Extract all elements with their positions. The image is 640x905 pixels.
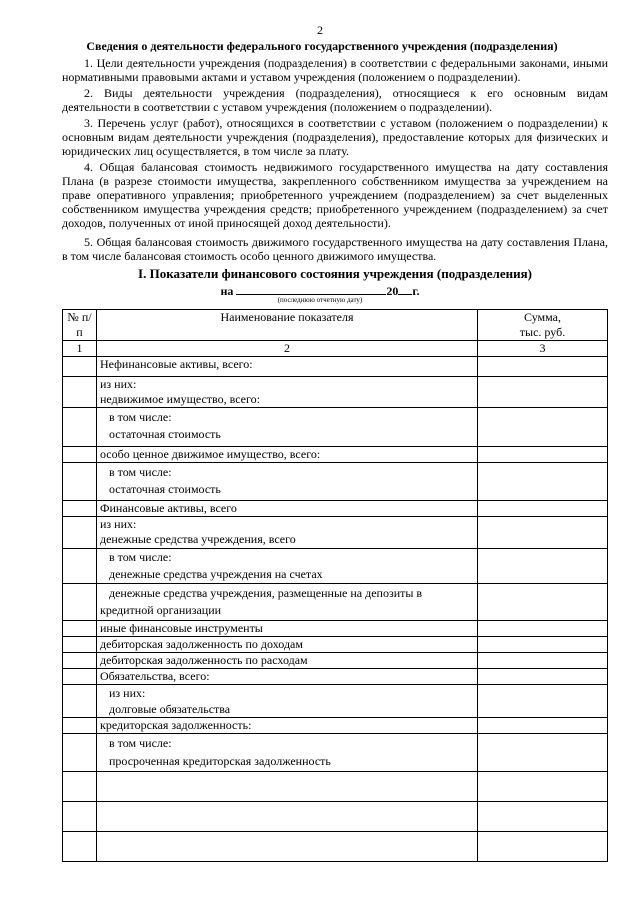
- row-label-line: долговые обязательства: [109, 702, 231, 716]
- sum-cell[interactable]: [478, 408, 608, 447]
- row-label: Обязательства, всего:: [97, 669, 478, 685]
- section-heading: Сведения о деятельности федерального государственного учреждения (подразделения): [86, 39, 558, 53]
- row-label: [97, 377, 478, 408]
- row-label: иные финансовые инструменты: [97, 621, 478, 637]
- header-sum-line1: Сумма,: [524, 310, 561, 324]
- paragraph-4: 4. Общая балансовая стоимость недвижимого государственного имущества на дату составления Плана (в разрезе стоимости имущества, закрепленного собственником имущества за учреждением на праве оперативного управления; приобретенного учреждением (подразделением) за счет выделенных собственником имущества учреждения средств; приобретенного учреждением (подразделением) за счет доходов, полученных от иной приносящей доход деятельности).: [62, 160, 608, 230]
- col-number-1: 1: [63, 341, 97, 357]
- row-label-line: из них:: [100, 377, 137, 391]
- sum-cell[interactable]: [478, 734, 608, 772]
- table-row: [63, 734, 608, 772]
- row-label-line: в том числе:: [109, 465, 172, 479]
- row-label: дебиторская задолженность по расходам: [97, 653, 478, 669]
- table-row: [63, 517, 608, 549]
- paragraph-1: 1. Цели деятельности учреждения (подразделения) в соответствии с федеральными законами, иными нормативными правовыми актами и уставом учреждения (положением о подразделении).: [62, 56, 608, 84]
- table-row: [63, 447, 608, 463]
- table-row: [63, 772, 608, 802]
- row-label: [97, 584, 478, 621]
- row-label-line: денежные средства учреждения, размещенные на депозиты в: [109, 586, 423, 600]
- date-prefix: на: [220, 284, 234, 298]
- row-label-line: в том числе:: [109, 410, 172, 424]
- sum-cell[interactable]: [478, 653, 608, 669]
- sum-cell[interactable]: [478, 517, 608, 549]
- sum-cell[interactable]: [478, 718, 608, 734]
- row-label: [97, 517, 478, 549]
- row-label: кредиторская задолженность:: [97, 718, 478, 734]
- table-row: [63, 408, 608, 447]
- row-label: [97, 549, 478, 584]
- row-label: дебиторская задолженность по доходам: [97, 637, 478, 653]
- header-number: № п/п: [63, 310, 97, 341]
- row-label: [97, 463, 478, 501]
- table-row: [63, 621, 608, 637]
- row-label: [97, 408, 478, 447]
- date-year-prefix: 20: [386, 284, 399, 298]
- table-row: [63, 501, 608, 517]
- row-label-line: денежные средства учреждения, всего: [100, 532, 296, 546]
- sum-cell[interactable]: [478, 463, 608, 501]
- table-row: [63, 637, 608, 653]
- row-label: Нефинансовые активы, всего:: [97, 357, 478, 377]
- financial-section-title: I. Показатели финансового состояния учреждения (подразделения): [138, 266, 532, 281]
- sum-cell[interactable]: [478, 802, 608, 832]
- row-label-line: денежные средства учреждения на счетах: [109, 567, 323, 581]
- sum-cell[interactable]: [478, 832, 608, 862]
- row-label-line: из них:: [100, 517, 137, 531]
- table-row: [63, 669, 608, 685]
- row-label-line: кредитной организации: [100, 603, 222, 617]
- row-label-line: в том числе:: [109, 736, 172, 750]
- row-label: особо ценное движимое имущество, всего:: [97, 447, 478, 463]
- header-indicator: Наименование показателя: [97, 310, 478, 341]
- table-row: [63, 377, 608, 408]
- column-number-row: [63, 341, 608, 357]
- sum-cell[interactable]: [478, 637, 608, 653]
- row-label-line: просроченная кредиторская задолженность: [109, 754, 331, 768]
- col-number-2: 2: [97, 341, 478, 357]
- row-label: Финансовые активы, всего: [97, 501, 478, 517]
- table-row: [63, 357, 608, 377]
- row-label-line: остаточная стоимость: [109, 482, 221, 496]
- sum-cell[interactable]: [478, 621, 608, 637]
- sum-cell[interactable]: [478, 501, 608, 517]
- table-row: [63, 463, 608, 501]
- table-row: [63, 832, 608, 862]
- header-sum: [478, 310, 608, 341]
- year-blank: [398, 283, 412, 295]
- sum-cell[interactable]: [478, 685, 608, 718]
- row-label-line: остаточная стоимость: [109, 427, 221, 441]
- sum-cell[interactable]: [478, 549, 608, 584]
- table-row: [63, 584, 608, 621]
- paragraph-5: 5. Общая балансовая стоимость движимого государственного имущества на дату составления Плана, в том числе балансовая стоимость особо ценного движимого имущества.: [62, 235, 608, 263]
- date-note: (последнюю отчетную дату): [277, 296, 363, 304]
- table-row: [63, 549, 608, 584]
- date-blank: [236, 283, 386, 295]
- table-header-row: [63, 310, 608, 341]
- sum-cell[interactable]: [478, 357, 608, 377]
- page-number: 2: [317, 23, 323, 37]
- sum-cell[interactable]: [478, 584, 608, 621]
- sum-cell[interactable]: [478, 447, 608, 463]
- row-label: [97, 734, 478, 772]
- paragraph-3: 3. Перечень услуг (работ), относящихся в соответствии с уставом (положением о подразделении) к основным видам деятельности учреждения (подразделения), предоставление которых для физических и юридических лиц осуществляется, в том числе за плату.: [62, 116, 608, 158]
- table-row: [63, 802, 608, 832]
- financial-table: [62, 309, 608, 862]
- paragraph-2: 2. Виды деятельности учреждения (подразделения), относящиеся к его основным видам деятельности в соответствии с уставом учреждения (положением о подразделении).: [62, 86, 608, 114]
- header-sum-line2: тыс. руб.: [519, 325, 566, 339]
- col-number-3: 3: [478, 341, 608, 357]
- table-row: [63, 685, 608, 718]
- table-row: [63, 718, 608, 734]
- row-label-line: из них:: [109, 686, 146, 700]
- row-label-line: в том числе:: [109, 550, 172, 564]
- date-suffix: г.: [412, 284, 420, 298]
- sum-cell[interactable]: [478, 377, 608, 408]
- sum-cell[interactable]: [478, 669, 608, 685]
- sum-cell[interactable]: [478, 772, 608, 802]
- row-label: [97, 685, 478, 718]
- table-row: [63, 653, 608, 669]
- row-label-line: недвижимое имущество, всего:: [100, 392, 260, 406]
